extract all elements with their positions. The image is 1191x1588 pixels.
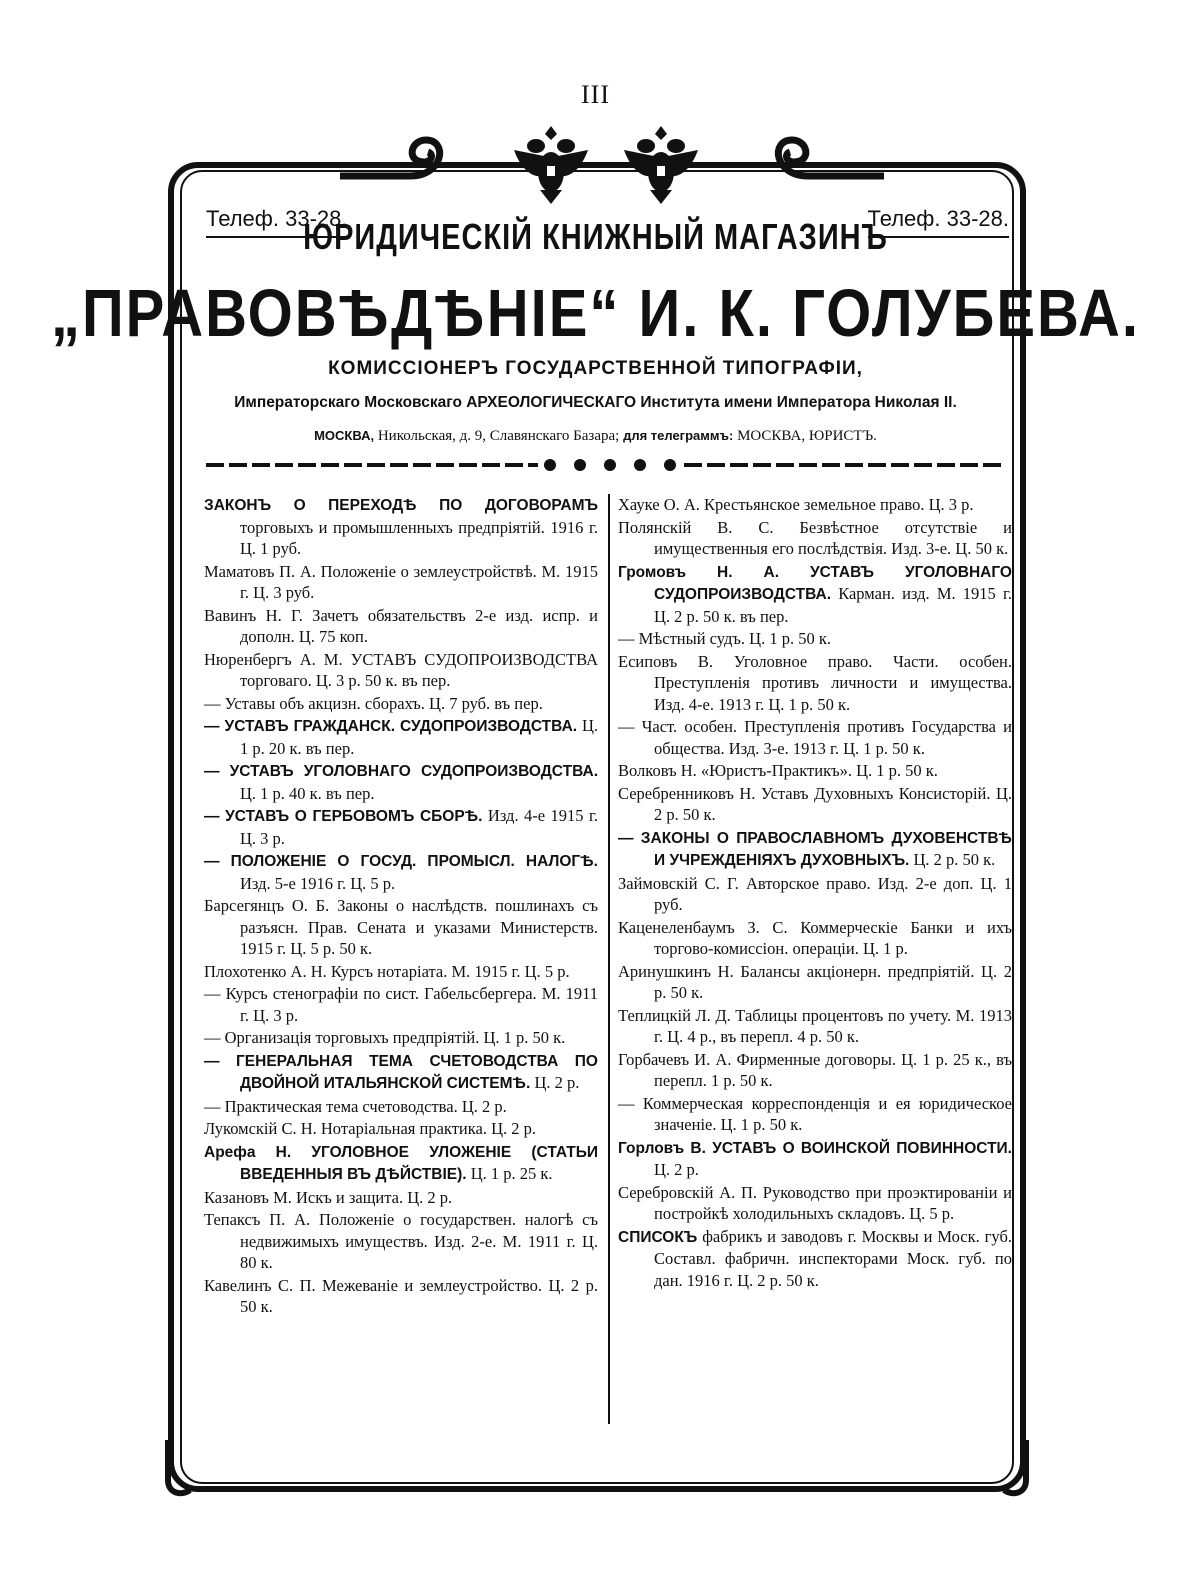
book-entry bbox=[618, 1093, 1012, 1136]
book-entry-text: Казановъ М. Искъ и защита. Ц. 2 р. bbox=[204, 1187, 453, 1207]
column-divider bbox=[608, 494, 610, 1424]
book-entry bbox=[618, 760, 1012, 782]
book-entry-text: фабрикъ и заводовъ г. Москвы и Моск. губ. Составл. фабричн. инспекторами Моск. губ. по дан. 1916 г. Ц. 2 р. 50 к. bbox=[654, 1226, 1012, 1290]
book-entry-text: Карман. изд. М. 1915 г. Ц. 2 р. 50 к. въ пер. bbox=[654, 584, 1012, 626]
book-entry-text: Тепаксъ П. А. Положеніе о государствен. налогѣ съ недвижимыхъ имуществъ. Изд. 2-е. М. 1911 г. Ц. 80 к. bbox=[204, 1210, 598, 1272]
book-entry-text: Хауке О. А. Крестьянское земельное право. Ц. 3 р. bbox=[618, 495, 974, 514]
book-entry-text: Нюренбергъ А. М. УСТАВЪ СУДОПРОИЗВОДСТВА торговаго. Ц. 3 р. 50 к. въ пер. bbox=[204, 649, 598, 690]
book-entry-text: Ц. 1 р. 25 к. bbox=[466, 1164, 553, 1183]
phone-number-left: Телеф. 33-28. bbox=[206, 206, 348, 238]
bottom-right-corner-ornament-icon bbox=[974, 1440, 1034, 1500]
book-entry bbox=[204, 1187, 598, 1209]
book-entry-text: Маматовъ П. А. Положеніе о землеустройствѣ. М. 1915 г. Ц. 3 руб. bbox=[204, 561, 598, 602]
book-entry bbox=[204, 605, 598, 648]
book-entry bbox=[618, 1005, 1012, 1048]
book-entry bbox=[618, 1226, 1012, 1292]
address-telegram-label: для телеграммъ: bbox=[623, 428, 734, 443]
book-entry-text: Займовскій С. Г. Авторское право. Изд. 2-е доп. Ц. 1 руб. bbox=[618, 873, 1012, 914]
book-listings bbox=[204, 494, 1012, 1444]
book-entry-text: — Уставы объ акцизн. сборахъ. Ц. 7 руб. въ пер. bbox=[204, 693, 543, 713]
book-entry bbox=[618, 1137, 1012, 1181]
book-entry bbox=[618, 1182, 1012, 1225]
book-entry bbox=[204, 961, 598, 983]
book-entry-text: Волковъ Н. «Юристъ-Практикъ». Ц. 1 р. 50 к. bbox=[618, 761, 938, 780]
book-entry bbox=[618, 783, 1012, 826]
book-entry-bold-title: — УСТАВЪ ГРАЖДАНСК. СУДОПРОИЗВОДСТВА. bbox=[204, 718, 578, 735]
book-entry-bold-title: СПИСОКЪ bbox=[618, 1228, 698, 1246]
book-entry bbox=[618, 494, 1012, 516]
shop-name: „ПРАВОВѢДѢНІЕ“ И. К. ГОЛУБЕВА. bbox=[50, 276, 1141, 351]
right-scroll-ornament-icon bbox=[754, 132, 884, 188]
book-entry-bold-title: ЗАКОНЪ О ПЕРЕХОДѢ ПО ДОГОВОРАМЪ bbox=[204, 497, 598, 514]
book-entry-text: Есиповъ В. Уголовное право. Части. особен. Преступленія противъ личности и имущества. Изд. 4-е. 1913 г. Ц. 1 р. 50 к. bbox=[618, 651, 1012, 714]
left-column bbox=[204, 494, 598, 1319]
book-entry bbox=[204, 850, 598, 894]
book-entry-bold-title: Громовъ Н. А. УСТАВЪ УГОЛОВНАГО СУДОПРОИЗВОДСТВА. bbox=[618, 563, 1012, 603]
commissioner-line: КОМИССІОНЕРЪ ГОСУДАРСТВЕННОЙ ТИПОГРАФІИ, bbox=[328, 358, 863, 379]
book-entry bbox=[204, 649, 598, 692]
book-entry-text: — Част. особен. Преступленія противъ Государства и общества. Изд. 3-е. 1913 г. Ц. 1 р. 50 к. bbox=[618, 717, 1012, 758]
book-entry-bold-title: — УСТАВЪ УГОЛОВНАГО СУДОПРОИЗВОДСТВА. bbox=[204, 763, 598, 780]
book-entry bbox=[204, 1275, 598, 1318]
address-line bbox=[0, 428, 1191, 445]
address-telegram: МОСКВА, ЮРИСТЪ. bbox=[737, 428, 877, 444]
phone-number-right: Телеф. 33-28. bbox=[868, 206, 1010, 238]
book-entry-text: Кавелинъ С. П. Межеваніе и землеустройство. Ц. 2 р. 50 к. bbox=[204, 1275, 598, 1316]
book-entry bbox=[618, 561, 1012, 628]
book-entry-text: Полянскій В. С. Безвѣстное отсутствіе и имущественныя его послѣдствія. Изд. 3-е. Ц. 50 к. bbox=[618, 517, 1012, 558]
book-entry-text: Барсегянцъ О. Б. Законы о наслѣдств. пошлинахъ съ разъясн. Прав. Сената и указами Министерств. 1915 г. Ц. 5 р. 50 к. bbox=[204, 896, 598, 958]
shop-title: ЮРИДИЧЕСКІЙ КНИЖНЫЙ МАГАЗИНЪ bbox=[303, 217, 888, 258]
right-column bbox=[618, 494, 1012, 1292]
book-entry-text: — Мѣстный судъ. Ц. 1 р. 50 к. bbox=[618, 629, 831, 648]
double-headed-eagle-emblem-left-icon bbox=[508, 120, 594, 206]
book-entry bbox=[204, 1118, 598, 1140]
book-entry bbox=[618, 827, 1012, 872]
institute-line: Императорскаго Московскаго АРХЕОЛОГИЧЕСКАГО Института имени Императора Николая II. bbox=[234, 394, 957, 411]
book-entry-text: Изд. 4-е 1915 г. Ц. 3 р. bbox=[240, 806, 598, 848]
page-number: III bbox=[581, 80, 610, 109]
book-entry bbox=[204, 1209, 598, 1274]
book-entry bbox=[204, 1050, 598, 1095]
book-entry-text: — Коммерческая корреспонденція и ея юридическое значеніе. Ц. 1 р. 50 к. bbox=[618, 1093, 1012, 1134]
book-entry-text: торговыхъ и промышленныхъ предпріятій. 1916 г. Ц. 1 руб. bbox=[240, 517, 598, 558]
book-entry-bold-title: — ГЕНЕРАЛЬНАЯ ТЕМА СЧЕТОВОДСТВА ПО ДВОЙНОЙ ИТАЛЬЯНСКОЙ СИСТЕМѢ. bbox=[204, 1052, 598, 1092]
book-entry bbox=[618, 628, 1012, 650]
book-entry-text: Ц. 2 р. bbox=[530, 1073, 580, 1092]
book-entry bbox=[204, 983, 598, 1026]
book-entry-text: Аринушкинъ Н. Балансы акціонерн. предпріятій. Ц. 2 р. 50 к. bbox=[618, 961, 1012, 1002]
book-entry-text: Каценеленбаумъ З. С. Коммерческіе Банки и ихъ торгово-комиссіон. операціи. Ц. 1 р. bbox=[618, 917, 1012, 958]
book-entry bbox=[618, 873, 1012, 916]
decorative-separator-icon bbox=[206, 456, 1006, 474]
book-entry bbox=[618, 716, 1012, 759]
book-entry-bold-title: — УСТАВЪ О ГЕРБОВОМЪ СБОРѢ. bbox=[204, 808, 483, 825]
book-entry bbox=[204, 760, 598, 804]
book-entry bbox=[204, 1096, 598, 1118]
book-entry-text: — Организація торговыхъ предпріятій. Ц. 1 р. 50 к. bbox=[204, 1028, 566, 1047]
address-city: МОСКВА, bbox=[314, 428, 375, 443]
book-entry-text: Горбачевъ И. А. Фирменные договоры. Ц. 1 р. 25 к., въ перепл. 1 р. 50 к. bbox=[618, 1049, 1012, 1090]
book-entry-text: Плохотенко А. Н. Курсъ нотаріата. М. 1915 г. Ц. 5 р. bbox=[204, 961, 570, 981]
book-entry bbox=[204, 895, 598, 960]
book-entry bbox=[204, 693, 598, 715]
book-entry-bold-title: — ПОЛОЖЕНІЕ О ГОСУД. ПРОМЫСЛ. НАЛОГѢ. bbox=[204, 853, 598, 870]
book-entry-bold-title: — ЗАКОНЫ О ПРАВОСЛАВНОМЪ ДУХОВЕНСТВѢ И УЧРЕЖДЕНІЯХЪ ДУХОВНЫХЪ. bbox=[618, 829, 1012, 869]
book-entry-text: Серебровскій А. П. Руководство при проэктированіи и постройкѣ холодильныхъ складовъ. Ц. 5 р. bbox=[618, 1182, 1012, 1223]
book-entry-text: Лукомскій С. Н. Нотаріальная практика. Ц. 2 р. bbox=[204, 1119, 536, 1138]
book-entry bbox=[204, 561, 598, 604]
bottom-left-corner-ornament-icon bbox=[160, 1440, 220, 1500]
book-entry-text: — Курсъ стенографіи по сист. Габельсбергера. М. 1911 г. Ц. 3 р. bbox=[204, 984, 598, 1025]
book-entry-bold-title: Арефа Н. УГОЛОВНОЕ УЛОЖЕНІЕ (СТАТЬИ ВВЕДЕННЫЯ ВЪ ДѢЙСТВІЕ). bbox=[204, 1143, 598, 1183]
double-headed-eagle-emblem-right-icon bbox=[618, 120, 704, 206]
book-entry bbox=[618, 961, 1012, 1004]
book-entry-text: Ц. 2 р. bbox=[654, 1160, 699, 1179]
book-entry bbox=[204, 715, 598, 759]
left-scroll-ornament-icon bbox=[340, 132, 460, 188]
book-entry bbox=[204, 1027, 598, 1049]
book-entry bbox=[618, 917, 1012, 960]
book-entry-text: Ц. 1 р. 40 к. въ пер. bbox=[240, 783, 375, 803]
book-entry-bold-title: Горловъ В. УСТАВЪ О ВОИНСКОЙ ПОВИННОСТИ. bbox=[618, 1139, 1012, 1157]
book-entry bbox=[204, 494, 598, 560]
book-entry-text: Серебренниковъ Н. Уставъ Духовныхъ Консисторій. Ц. 2 р. 50 к. bbox=[618, 783, 1012, 824]
book-entry-text: Вавинъ Н. Г. Зачетъ обязательствъ 2-е изд. испр. и дополн. Ц. 75 коп. bbox=[204, 605, 598, 646]
book-entry-text: Изд. 5-е 1916 г. Ц. 5 р. bbox=[240, 873, 396, 893]
book-entry-text: Теплицкій Л. Д. Таблицы процентовъ по учету. М. 1913 г. Ц. 4 р., въ перепл. 4 р. 50 к. bbox=[618, 1005, 1012, 1046]
book-entry-text: Ц. 2 р. 50 к. bbox=[909, 850, 996, 869]
address-street: Никольская, д. 9, Славянскаго Базара; bbox=[377, 428, 620, 444]
book-entry-text: Ц. 1 р. 20 к. въ пер. bbox=[240, 716, 598, 758]
book-entry bbox=[204, 1141, 598, 1186]
book-entry bbox=[618, 1049, 1012, 1092]
book-entry-text: — Практическая тема счетоводства. Ц. 2 р. bbox=[204, 1096, 507, 1116]
book-entry bbox=[618, 651, 1012, 716]
book-entry bbox=[204, 805, 598, 849]
book-entry bbox=[618, 517, 1012, 560]
